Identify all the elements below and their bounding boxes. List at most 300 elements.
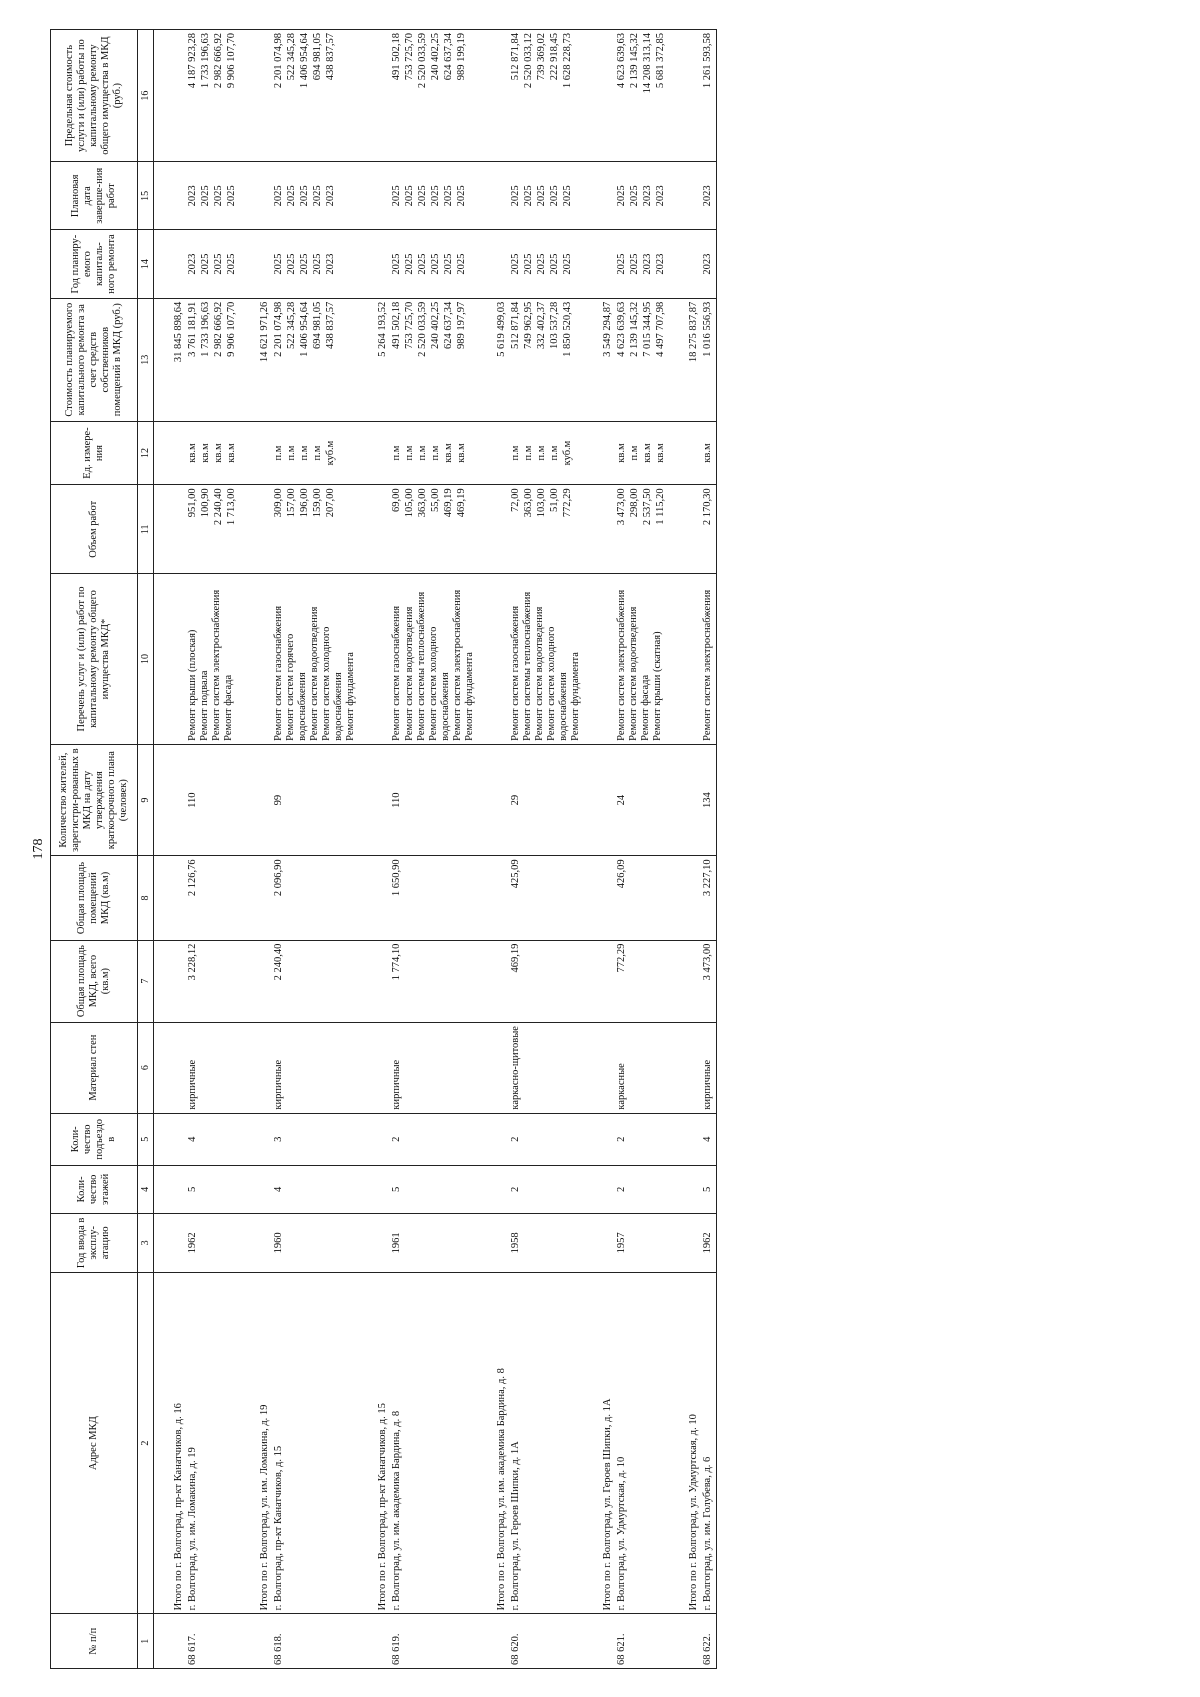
table-cell — [509, 162, 583, 230]
table-cell — [154, 574, 187, 745]
table-cell — [186, 1614, 240, 1669]
table-cell — [583, 30, 615, 162]
total-label: Итого по г. Волгоград, ул. Удмуртская, д. 10 — [688, 1414, 700, 1611]
column-header: Год ввода в эксплу-атацию — [51, 1213, 138, 1272]
column-header: Адрес МКД — [51, 1272, 138, 1613]
table-cell — [583, 574, 615, 745]
work-unit: куб.м — [325, 440, 336, 466]
work-unit: кв.м — [616, 443, 628, 463]
floor-count: 2 — [509, 1186, 521, 1192]
table-cell — [272, 1213, 358, 1272]
work-max-cost: 2 520 033,59 — [417, 33, 429, 89]
table-cell — [358, 162, 390, 230]
row-number: 68 618. — [273, 1633, 284, 1665]
work-end-date: 2025 — [299, 185, 310, 207]
table-cell — [509, 574, 583, 745]
work-name: Ремонт систем холодного водоснабжения — [321, 626, 345, 741]
table-cell — [154, 230, 187, 298]
building-row — [509, 30, 583, 1669]
table-cell — [358, 30, 390, 162]
table-cell — [615, 1113, 669, 1165]
table-cell — [154, 298, 187, 421]
row-number: 68 619. — [391, 1633, 403, 1665]
table-cell — [240, 1213, 272, 1272]
table-cell — [477, 30, 509, 162]
work-volume: 772,29 — [561, 488, 573, 518]
total-cost: 31 845 898,64 — [172, 301, 184, 363]
work-name: Ремонт фундамента — [570, 652, 582, 741]
table-cell — [240, 1165, 272, 1213]
entrance-count: 4 — [187, 1136, 198, 1142]
work-year: 2023 — [655, 253, 667, 275]
table-cell — [509, 1272, 583, 1613]
table-cell — [358, 1113, 390, 1165]
work-max-cost: 240 402,25 — [430, 33, 442, 81]
table-cell — [390, 940, 476, 1022]
work-volume: 469,19 — [443, 488, 455, 518]
address: г. Волгоград, ул. Героев Шипки, д. 1А — [509, 1441, 521, 1611]
table-cell — [358, 574, 390, 745]
work-end-date: 2025 — [443, 185, 455, 207]
table-cell — [154, 940, 187, 1022]
building-row — [390, 30, 476, 1669]
table-cell — [477, 744, 509, 856]
table-cell — [615, 744, 669, 856]
table-cell — [186, 298, 240, 421]
work-max-cost: 2 982 666,92 — [213, 33, 224, 89]
work-name: Ремонт систем электроснабжения — [616, 589, 628, 741]
work-unit: кв.м — [702, 443, 714, 463]
table-cell — [390, 1022, 476, 1113]
table-cell — [358, 1614, 390, 1669]
entrance-count: 3 — [273, 1136, 284, 1142]
table-cell — [390, 1113, 476, 1165]
table-cell — [186, 574, 240, 745]
table-cell — [358, 230, 390, 298]
table-cell — [477, 856, 509, 940]
table-cell — [154, 1113, 187, 1165]
table-cell — [583, 940, 615, 1022]
table-cell — [615, 298, 669, 421]
table-cell — [701, 485, 717, 574]
work-year: 2023 — [642, 253, 654, 275]
table-cell — [615, 1272, 669, 1613]
work-year: 2025 — [629, 253, 641, 275]
work-unit: п.м — [522, 445, 534, 461]
table-cell — [669, 230, 701, 298]
table-cell — [509, 744, 583, 856]
work-max-cost: 989 199,19 — [456, 33, 468, 81]
work-cost: 1 406 954,64 — [299, 301, 310, 357]
work-volume: 207,00 — [325, 488, 336, 518]
work-end-date: 2025 — [629, 185, 641, 207]
work-volume: 2 537,50 — [642, 488, 654, 526]
table-cell — [272, 1165, 358, 1213]
work-unit: п.м — [286, 445, 297, 461]
table-cell — [669, 298, 701, 421]
table-cell — [669, 1113, 701, 1165]
table-cell — [186, 230, 240, 298]
total-row — [154, 30, 187, 1669]
total-cost: 5 264 193,52 — [377, 301, 389, 357]
table-cell — [615, 940, 669, 1022]
work-volume: 196,00 — [299, 488, 310, 518]
table-cell — [240, 574, 272, 745]
table-cell — [701, 230, 717, 298]
work-volume: 72,00 — [509, 488, 521, 513]
table-cell — [154, 856, 187, 940]
table-cell — [272, 421, 358, 485]
table-cell — [615, 162, 669, 230]
total-area: 2 240,40 — [273, 943, 284, 981]
table-cell — [240, 298, 272, 421]
total-area: 772,29 — [616, 943, 628, 973]
wall-material: каркасно-щитовые — [509, 1026, 521, 1110]
work-year: 2025 — [404, 253, 416, 275]
column-number: 6 — [138, 1022, 154, 1113]
rooms-area: 425,09 — [509, 859, 521, 889]
resident-count: 24 — [616, 794, 628, 806]
work-name: Ремонт фасада — [640, 674, 652, 741]
work-volume: 309,00 — [273, 488, 284, 518]
table-cell — [272, 162, 358, 230]
work-name: Ремонт подвала — [199, 670, 211, 741]
column-header: № п/п — [51, 1614, 138, 1669]
table-cell — [390, 744, 476, 856]
work-volume: 55,00 — [430, 488, 442, 513]
column-header: Коли-чество подъездо в — [51, 1113, 138, 1165]
work-year: 2023 — [187, 253, 198, 275]
table-cell — [509, 1213, 583, 1272]
work-end-date: 2025 — [522, 185, 534, 207]
total-label: Итого по г. Волгоград, ул. Героев Шипки, д. 1А — [602, 1398, 614, 1611]
column-header: Перечень услуг и (или) работ по капитальному ремонту общего имущества МКД* — [51, 574, 138, 745]
work-cost: 2 201 074,98 — [273, 301, 284, 357]
column-number: 4 — [138, 1165, 154, 1213]
table-cell — [390, 1272, 476, 1613]
work-cost: 694 981,05 — [312, 301, 323, 349]
row-number: 68 620. — [509, 1633, 521, 1665]
table-cell — [390, 30, 476, 162]
column-number: 11 — [138, 485, 154, 574]
work-unit: кв.м — [226, 443, 237, 463]
work-year: 2025 — [522, 253, 534, 275]
table-cell — [477, 230, 509, 298]
table-cell — [154, 1272, 187, 1613]
table-cell — [701, 574, 717, 745]
work-volume: 100,90 — [200, 488, 211, 518]
table-cell — [358, 856, 390, 940]
commission-year: 1960 — [273, 1232, 284, 1254]
table-cell — [186, 1165, 240, 1213]
table-cell — [701, 1022, 717, 1113]
column-header: Материал стен — [51, 1022, 138, 1113]
total-area: 469,19 — [509, 943, 521, 973]
table-cell — [240, 30, 272, 162]
work-name: Ремонт систем электроснабжения — [702, 589, 714, 741]
wall-material: кирпичные — [391, 1059, 403, 1110]
work-year: 2025 — [417, 253, 429, 275]
column-header: Плановая дата заверше-ния работ — [51, 162, 138, 230]
work-name: Ремонт системы теплоснабжения — [415, 591, 427, 741]
total-cost: 18 275 837,87 — [688, 301, 700, 363]
address: г. Волгоград, ул. Удмуртская, д. 10 — [616, 1456, 628, 1611]
work-cost: 2 982 666,92 — [213, 301, 224, 357]
work-year: 2025 — [391, 253, 403, 275]
work-volume: 3 473,00 — [616, 488, 628, 526]
work-unit: п.м — [299, 445, 310, 461]
total-label: Итого по г. Волгоград, пр-кт Канатчиков, д. 15 — [377, 1403, 389, 1611]
work-end-date: 2025 — [417, 185, 429, 207]
work-volume: 159,00 — [312, 488, 323, 518]
work-cost: 332 402,37 — [535, 301, 547, 349]
rooms-area: 426,09 — [616, 859, 628, 889]
work-end-date: 2025 — [509, 185, 521, 207]
table-cell — [390, 1614, 476, 1669]
table-cell — [186, 162, 240, 230]
table-cell — [669, 856, 701, 940]
work-end-date: 2025 — [391, 185, 403, 207]
work-year: 2023 — [702, 253, 714, 275]
work-unit: п.м — [404, 445, 416, 461]
table-cell — [240, 162, 272, 230]
work-year: 2025 — [226, 253, 237, 275]
work-unit: п.м — [417, 445, 429, 461]
work-volume: 103,00 — [535, 488, 547, 518]
table-cell — [390, 856, 476, 940]
column-number: 10 — [138, 574, 154, 745]
table-cell — [154, 1022, 187, 1113]
work-max-cost: 694 981,05 — [312, 33, 323, 81]
table-cell — [701, 1165, 717, 1213]
table-cell — [390, 485, 476, 574]
wall-material: кирпичные — [187, 1059, 198, 1110]
table-cell — [240, 940, 272, 1022]
table-cell — [583, 1213, 615, 1272]
table-cell — [669, 1022, 701, 1113]
work-unit: куб.м — [561, 440, 573, 466]
table-cell — [477, 298, 509, 421]
table-cell — [509, 1614, 583, 1669]
table-cell — [240, 856, 272, 940]
work-name: Ремонт систем водоотведения — [534, 606, 545, 741]
work-unit: п.м — [273, 445, 284, 461]
work-cost: 9 906 107,70 — [226, 301, 237, 357]
work-max-cost: 624 637,34 — [443, 33, 455, 81]
table-cell — [477, 1022, 509, 1113]
table-cell — [701, 162, 717, 230]
building-row — [186, 30, 240, 1669]
work-cost: 103 537,28 — [548, 301, 560, 349]
table-cell — [358, 940, 390, 1022]
work-cost: 240 402,25 — [430, 301, 442, 349]
work-end-date: 2023 — [702, 185, 714, 207]
rooms-area: 2 096,90 — [273, 859, 284, 897]
table-cell — [701, 298, 717, 421]
table-cell — [615, 421, 669, 485]
table-cell — [669, 1213, 701, 1272]
table-cell — [390, 574, 476, 745]
table-cell — [583, 230, 615, 298]
work-cost: 1 016 556,93 — [702, 301, 714, 357]
work-end-date: 2025 — [286, 185, 297, 207]
work-end-date: 2025 — [456, 185, 468, 207]
table-cell — [186, 856, 240, 940]
work-unit: кв.м — [655, 443, 667, 463]
work-max-cost: 1 261 593,58 — [702, 33, 714, 89]
column-number: 16 — [138, 30, 154, 162]
table-cell — [615, 1165, 669, 1213]
total-cost: 14 621 971,26 — [258, 301, 270, 363]
column-header: Предельная стоимость услуги и (или) работы по капитальному ремонту общего имущества в МКД (руб.) — [51, 30, 138, 162]
table-cell — [477, 162, 509, 230]
table-cell — [358, 1165, 390, 1213]
table-cell — [669, 574, 701, 745]
table-cell — [358, 744, 390, 856]
table-cell — [272, 298, 358, 421]
floor-count: 4 — [273, 1186, 284, 1192]
table-cell — [509, 856, 583, 940]
table-cell — [272, 230, 358, 298]
work-name: Ремонт фундамента — [463, 652, 475, 741]
work-name: Ремонт систем водоотведения — [628, 606, 640, 741]
column-number: 7 — [138, 940, 154, 1022]
table-cell — [390, 162, 476, 230]
table-cell — [358, 485, 390, 574]
work-unit: кв.м — [200, 443, 211, 463]
table-cell — [509, 485, 583, 574]
table-cell — [186, 1113, 240, 1165]
work-unit: п.м — [535, 445, 547, 461]
work-cost: 3 761 181,91 — [187, 301, 198, 357]
table-cell — [615, 485, 669, 574]
row-number: 68 622. — [702, 1633, 714, 1665]
table-cell — [477, 940, 509, 1022]
total-label: Итого по г. Волгоград, ул. им. академика Бардина, д. 8 — [495, 1368, 507, 1611]
commission-year: 1962 — [702, 1232, 714, 1254]
table-cell — [186, 30, 240, 162]
commission-year: 1958 — [509, 1232, 521, 1254]
total-row — [358, 30, 390, 1669]
address: г. Волгоград, ул. им. Ломакина, д. 19 — [187, 1447, 198, 1611]
work-cost: 989 197,97 — [456, 301, 468, 349]
work-name: Ремонт систем холодного водоснабжения — [546, 626, 570, 741]
work-name: Ремонт систем горячего водоснабжения — [285, 633, 309, 741]
table-cell — [272, 485, 358, 574]
table-body — [154, 30, 717, 1669]
total-row — [669, 30, 701, 1669]
work-max-cost: 1 406 954,64 — [299, 33, 310, 89]
rotated-document-page — [28, 29, 1188, 1669]
header-row — [51, 30, 138, 1669]
wall-material: кирпичные — [273, 1059, 284, 1110]
wall-material: кирпичные — [702, 1059, 714, 1110]
floor-count: 5 — [702, 1186, 714, 1192]
work-year: 2025 — [213, 253, 224, 275]
table-cell — [583, 1272, 615, 1613]
table-cell — [583, 162, 615, 230]
work-unit: кв.м — [187, 443, 198, 463]
address: г. Волгоград, пр-кт Канатчиков, д. 15 — [273, 1445, 284, 1611]
table-cell — [615, 30, 669, 162]
column-header: Общая площадь помещений МКД (кв.м) — [51, 856, 138, 940]
table-cell — [186, 485, 240, 574]
work-year: 2025 — [561, 253, 573, 275]
work-cost: 512 871,84 — [509, 301, 521, 349]
total-label: Итого по г. Волгоград, пр-кт Канатчиков, д. 16 — [172, 1403, 184, 1611]
work-name: Ремонт систем водоотведения — [403, 606, 415, 741]
table-cell — [701, 744, 717, 856]
table-cell — [669, 485, 701, 574]
work-max-cost: 739 369,02 — [535, 33, 547, 81]
work-volume: 363,00 — [522, 488, 534, 518]
work-end-date: 2023 — [325, 185, 336, 207]
total-area: 3 228,12 — [187, 943, 198, 981]
entrance-count: 2 — [509, 1136, 521, 1142]
work-year: 2025 — [312, 253, 323, 275]
work-year: 2025 — [273, 253, 284, 275]
work-unit: кв.м — [642, 443, 654, 463]
table-cell — [615, 230, 669, 298]
work-cost: 753 725,70 — [404, 301, 416, 349]
column-number: 2 — [138, 1272, 154, 1613]
work-name: Ремонт систем электроснабжения — [211, 589, 223, 741]
work-volume: 2 240,40 — [213, 488, 224, 526]
work-unit: п.м — [430, 445, 442, 461]
work-end-date: 2025 — [616, 185, 628, 207]
table-cell — [615, 574, 669, 745]
column-number: 8 — [138, 856, 154, 940]
table-cell — [272, 940, 358, 1022]
work-end-date: 2025 — [200, 185, 211, 207]
column-header: Коли-чество этажей — [51, 1165, 138, 1213]
work-name: Ремонт крыши (скатная) — [652, 631, 664, 741]
table-cell — [509, 30, 583, 162]
table-cell — [186, 940, 240, 1022]
work-volume: 51,00 — [548, 488, 560, 513]
table-cell — [669, 421, 701, 485]
work-name: Ремонт систем холодного водоснабжения — [427, 626, 451, 741]
table-cell — [701, 940, 717, 1022]
work-cost: 491 502,18 — [391, 301, 403, 349]
work-max-cost: 222 918,45 — [548, 33, 560, 81]
rooms-area: 1 650,90 — [391, 859, 403, 897]
work-unit: п.м — [548, 445, 560, 461]
table-cell — [583, 856, 615, 940]
building-row — [701, 30, 717, 1669]
work-cost: 4 623 639,63 — [616, 301, 628, 357]
table-cell — [186, 421, 240, 485]
table-cell — [583, 1165, 615, 1213]
table-cell — [240, 421, 272, 485]
entrance-count: 2 — [616, 1136, 628, 1142]
work-end-date: 2025 — [404, 185, 416, 207]
table-cell — [390, 1165, 476, 1213]
table-cell — [154, 162, 187, 230]
table-cell — [390, 230, 476, 298]
table-cell — [583, 744, 615, 856]
commission-year: 1957 — [616, 1232, 628, 1254]
table-cell — [615, 856, 669, 940]
table-cell — [583, 485, 615, 574]
table-cell — [272, 1272, 358, 1613]
work-volume: 69,00 — [391, 488, 403, 513]
building-row — [615, 30, 669, 1669]
work-volume: 105,00 — [404, 488, 416, 518]
work-volume: 469,19 — [456, 488, 468, 518]
work-cost: 624 637,34 — [443, 301, 455, 349]
table-cell — [509, 230, 583, 298]
